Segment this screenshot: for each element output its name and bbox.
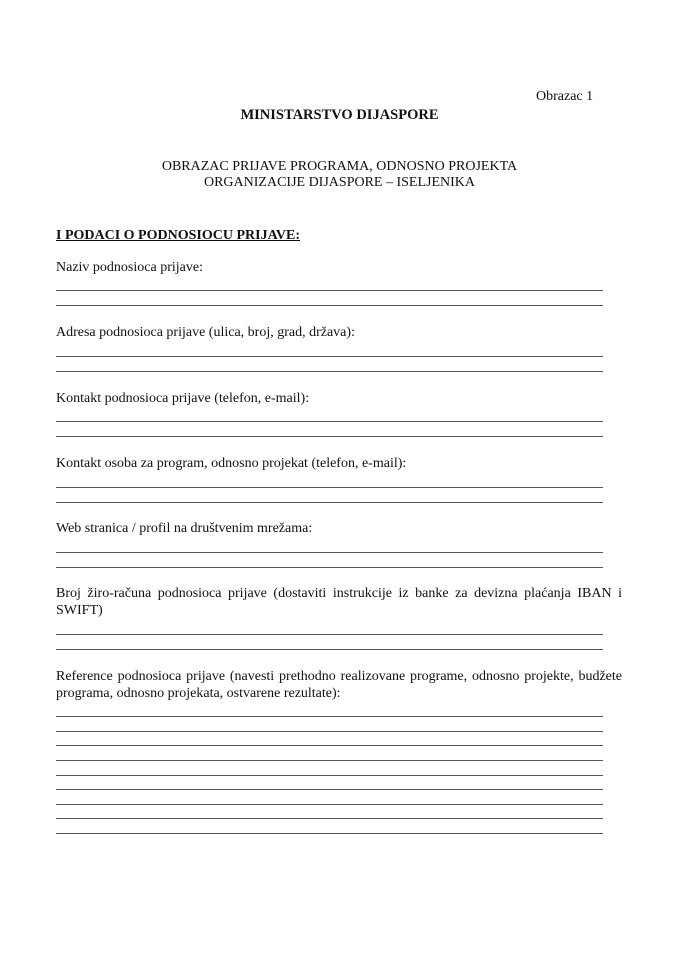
answer-line[interactable]	[56, 502, 603, 503]
answer-line[interactable]	[56, 818, 603, 819]
answer-line[interactable]	[56, 716, 603, 717]
answer-line[interactable]	[56, 745, 603, 746]
section-heading: I PODACI O PODNOSIOCU PRIJAVE:	[56, 228, 300, 243]
answer-line[interactable]	[56, 833, 603, 834]
field-label-address: Adresa podnosioca prijave (ulica, broj, grad, država):	[56, 325, 355, 340]
answer-line[interactable]	[56, 649, 603, 650]
answer-line[interactable]	[56, 290, 603, 291]
answer-line[interactable]	[56, 567, 603, 568]
answer-line[interactable]	[56, 436, 603, 437]
answer-line[interactable]	[56, 305, 603, 306]
form-subtitle-line-1: OBRAZAC PRIJAVE PROGRAMA, ODNOSNO PROJEKTA	[161, 159, 518, 174]
form-subtitle-line-2: ORGANIZACIJE DIJASPORE – ISELJENIKA	[203, 175, 476, 190]
form-number: Obrazac 1	[536, 89, 594, 104]
answer-line[interactable]	[56, 789, 603, 790]
answer-line[interactable]	[56, 487, 603, 488]
answer-line[interactable]	[56, 421, 603, 422]
field-label-name: Naziv podnosioca prijave:	[56, 260, 203, 275]
answer-line[interactable]	[56, 731, 603, 732]
answer-line[interactable]	[56, 775, 603, 776]
answer-line[interactable]	[56, 804, 603, 805]
ministry-title: MINISTARSTVO DIJASPORE	[240, 107, 439, 123]
field-label-bank-account: Broj žiro-računa podnosioca prijave (dostaviti instrukcije iz banke za devizna plaćanja IBAN i SWIFT)	[56, 586, 622, 618]
answer-line[interactable]	[56, 356, 603, 357]
answer-line[interactable]	[56, 634, 603, 635]
field-label-contact: Kontakt podnosioca prijave (telefon, e-mail):	[56, 391, 310, 406]
field-label-contact-person: Kontakt osoba za program, odnosno projekat (telefon, e-mail):	[56, 456, 407, 471]
field-label-web: Web stranica / profil na društvenim mrežama:	[56, 521, 313, 536]
answer-line[interactable]	[56, 760, 603, 761]
field-label-references: Reference podnosioca prijave (navesti prethodno realizovane programe, odnosno projekte, budžete programa, odnosno projekata, ostvarene rezultate):	[56, 669, 622, 701]
answer-line[interactable]	[56, 552, 603, 553]
answer-line[interactable]	[56, 371, 603, 372]
